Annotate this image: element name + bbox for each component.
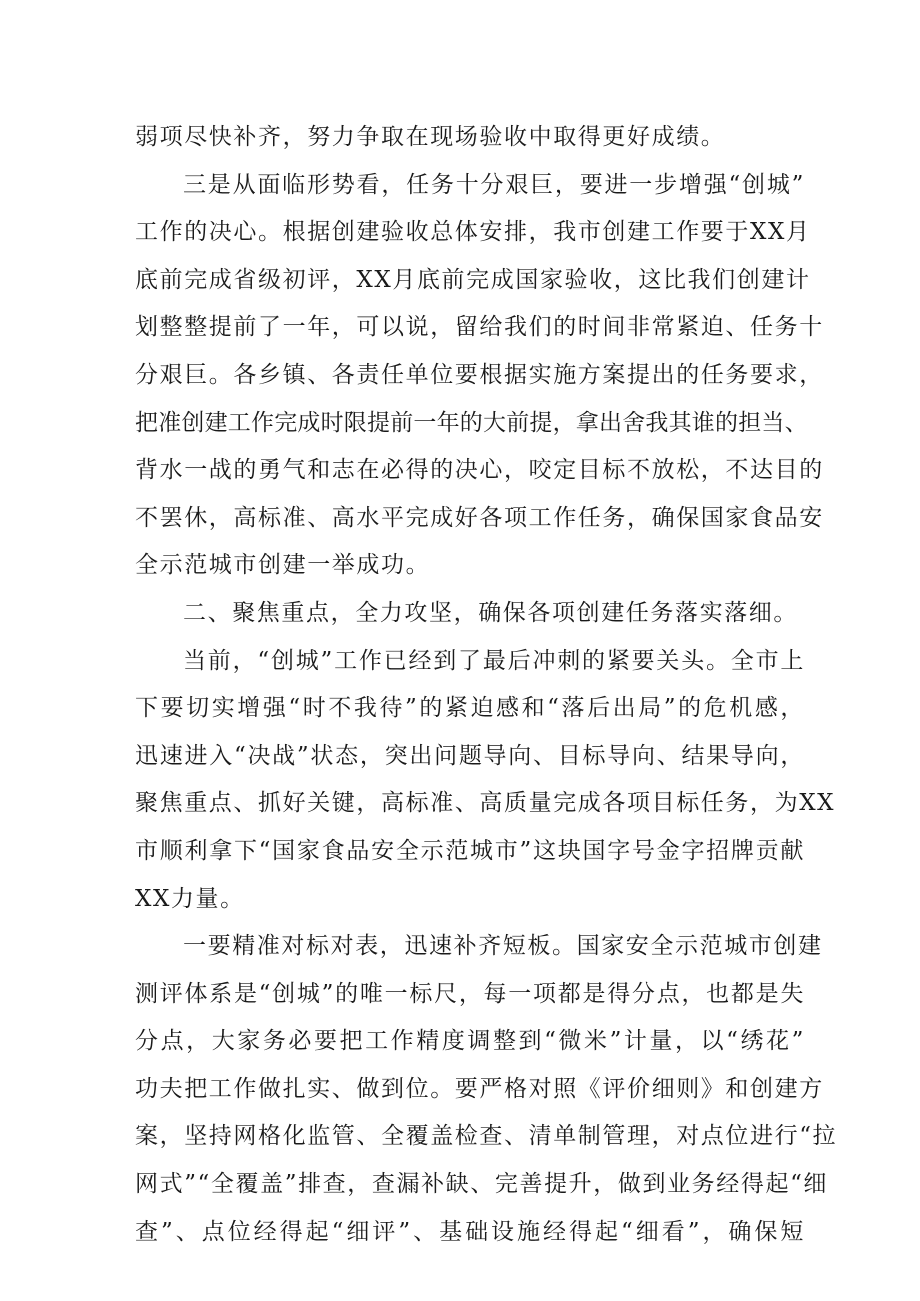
text-line: 不罢休，高标准、高水平完成好各项工作任务，确保国家食品安 (135, 504, 824, 531)
section-heading: 二、聚焦重点，全力攻坚，确保各项创建任务落实落细。 (183, 599, 798, 626)
text-line: 一要精准对标对表，迅速补齐短板。国家安全示范城市创建 (183, 933, 823, 960)
text-line: 市顺利拿下“国家食品安全示范城市”这块国字号金字招牌贡献 (135, 837, 805, 864)
text-line: 功夫把工作做扎实、做到位。要严格对照《评价细则》和创建方 (135, 1075, 824, 1102)
text-line: 查”、点位经得起“细评”、基础设施经得起“细看”，确保短 (135, 1218, 805, 1245)
text-line: 全示范城市创建一举成功。 (135, 552, 431, 579)
text-line: XX力量。 (135, 885, 245, 912)
text-line: 底前完成省级初评，XX月底前完成国家验收，这比我们创建计 (135, 266, 811, 293)
text-line: 案，坚持网格化监管、全覆盖检查、清单制管理，对点位进行“拉 (135, 1123, 838, 1150)
text-line: 背水一战的勇气和志在必得的决心，咬定目标不放松，不达目的 (135, 457, 824, 484)
text-line: 分点，大家务必要把工作精度调整到“微米”计量，以“绣花” (135, 1028, 805, 1055)
text-line: 测评体系是“创城”的唯一标尺，每一项都是得分点，也都是失 (135, 980, 805, 1007)
text-line: 划整整提前了一年，可以说，留给我们的时间非常紧迫、任务十 (135, 314, 824, 341)
text-line: 工作的决心。根据创建验收总体安排，我市创建工作要于XX月 (135, 219, 811, 246)
text-line: 下要切实增强“时不我待”的紧迫感和“落后出局”的危机感， (135, 695, 805, 722)
body-text (135, 114, 838, 1256)
text-line: 弱项尽快补齐，努力争取在现场验收中取得更好成绩。 (135, 124, 726, 150)
text-line: 当前，“创城”工作已经到了最后冲刺的紧要关头。全市上 (183, 647, 805, 674)
text-line: 迅速进入“决战”状态，突出问题导向、目标导向、结果导向， (135, 742, 805, 769)
text-line: 聚焦重点、抓好关键，高标准、高质量完成各项目标任务，为XX (135, 790, 836, 817)
text-line: 三是从面临形势看，任务十分艰巨，要进一步增强“创城” (183, 171, 805, 198)
text-line: 网式”“全覆盖”排查，查漏补缺、完善提升，做到业务经得起“细 (135, 1171, 829, 1198)
text-line: 分艰巨。各乡镇、各责任单位要根据实施方案提出的任务要求， (135, 361, 824, 388)
text-line: 把准创建工作完成时限提前一年的大前提，拿出舍我其谁的担当、 (135, 409, 808, 436)
